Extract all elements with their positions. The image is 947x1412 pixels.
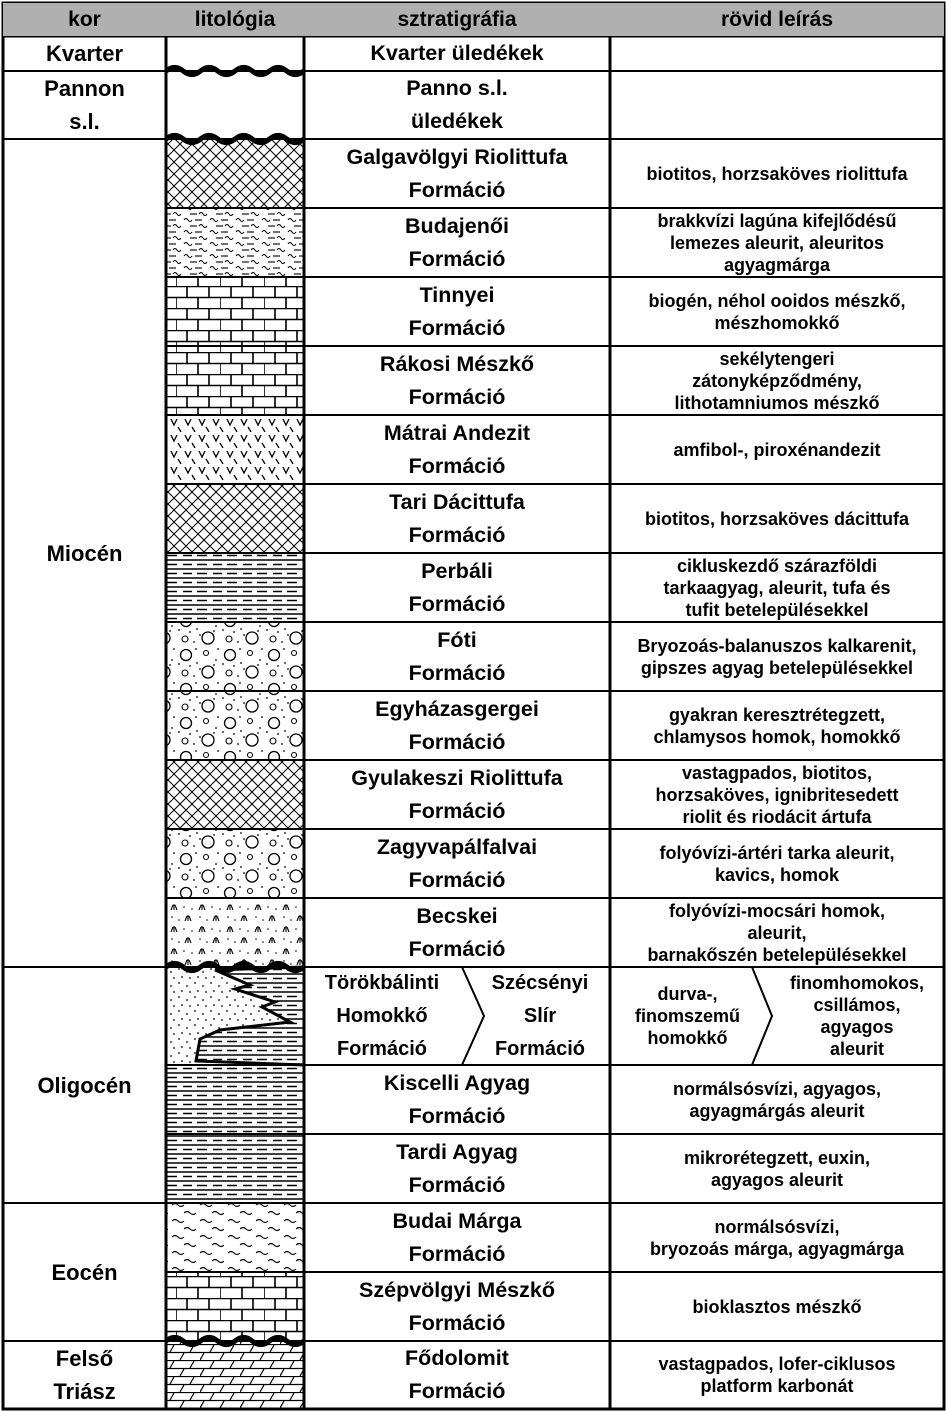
strat-cell-15 [304,1065,610,1134]
age-cell-4 [3,1203,166,1341]
strat-cell-10-text: Egyházasgergei Formáció [375,696,539,754]
strat-szecsenyi [470,967,610,1065]
age-cell-3 [3,967,166,1203]
desc-cell-11-text: vastagpados, biotitos, horzsaköves, ignibritesedett riolit és riodácit ártufa [655,762,899,827]
strat-cell-5-text: Rákosi Mészkő Formáció [379,351,535,409]
strat-cell-9 [304,622,610,691]
strat-torokbalinti-text: Törökbálinti Homokkő Formáció [324,971,440,1060]
header-litologia [166,3,304,36]
desc-cell-3-text: brakkvízi lagúna kifejlődésű lemezes aleurit, aleuritos agyagmárga [657,210,897,275]
strat-cell-18-text: Szépvölgyi Mészkő Formáció [359,1277,555,1335]
lithology-clay-16 [166,1134,304,1203]
lithology-limestone-18 [166,1272,304,1341]
age-cell-0-text: Kvarter [45,41,124,66]
desc-cell-13 [610,898,944,967]
strat-cell-15-text: Kiscelli Agyag Formáció [383,1070,531,1128]
strat-cell-5 [304,346,610,415]
strat-cell-9-text: Fóti Formáció [408,627,506,685]
header-sztratigrafia [304,3,610,36]
lithology-coal-13 [166,898,304,967]
strat-cell-1 [304,71,610,139]
strat-cell-2-text: Galgavölgyi Riolittufa Formáció [346,144,568,202]
lithology-clay-8 [166,553,304,622]
strat-cell-12 [304,829,610,898]
desc-cell-10 [610,691,944,760]
desc-cell-9 [610,622,944,691]
strat-cell-8-text: Perbáli Formáció [408,558,506,616]
desc-cell-9-text: Bryozoás-balanuszos kalkarenit, gipszes agyag betelepülésekkel [637,635,917,678]
strat-torokbalinti [304,967,460,1065]
strat-cell-10 [304,691,610,760]
desc-cell-6-text: amfibol-, piroxénandezit [673,439,881,460]
desc-cell-16-text: mikrorétegzett, euxin, agyagos aleurit [683,1147,871,1190]
strat-szecsenyi-text: Szécsényi Slír Formáció [491,971,589,1060]
desc-cell-12-text: folyóvízi-ártéri tarka aleurit, kavics, homok [659,842,895,885]
strat-cell-17-text: Budai Márga Formáció [392,1208,522,1266]
strat-cell-4-text: Tinnyei Formáció [408,282,506,340]
desc-cell-19-text: vastagpados, lofer-ciklusos platform karbonát [658,1354,896,1396]
strat-cell-16-text: Tardi Agyag Formáció [396,1139,518,1197]
strat-cell-13-text: Becskei Formáció [408,903,506,961]
desc-torokbalinti-text: durva-, finomszemű homokkő [634,984,740,1048]
strat-cell-18 [304,1272,610,1341]
strat-cell-11 [304,760,610,829]
age-cell-3-text: Oligocén [37,1072,132,1098]
age-cell-1 [3,71,166,139]
strat-cell-6-text: Mátrai Andezit Formáció [383,420,531,478]
strat-cell-8 [304,553,610,622]
strat-cell-0-text: Kvarter üledékek [370,41,544,65]
desc-cell-11 [610,760,944,829]
lithology-conglomerate-12 [166,829,304,898]
strat-cell-1-text: Panno s.l. üledékek [406,76,508,133]
desc-cell-10-text: gyakran keresztrétegzett, chlamysos homok, homokkő [653,704,901,747]
age-cell-1-text: Pannon s.l. [44,76,125,134]
lithology-layers [166,139,304,1409]
desc-cell-5 [610,346,944,415]
age-cell-5-text: Felső Triász [53,1346,116,1404]
strat-cell-17 [304,1203,610,1272]
age-cell-4-text: Eocén [51,1259,118,1285]
header-litologia-text: litológia [194,7,276,31]
desc-cell-6 [610,415,944,484]
desc-cell-18-text: bioklasztos mészkő [692,1296,862,1317]
desc-cell-13-text: folyóvízi-mocsári homok, aleurit, barnakőszén betelepülésekkel [647,900,907,965]
lithology-limestone-5 [166,346,304,415]
strat-cell-11-text: Gyulakeszi Riolittufa Formáció [351,765,563,823]
desc-cell-2 [610,139,944,208]
strat-cell-6 [304,415,610,484]
strat-cell-0 [304,36,610,71]
unconformity-line [166,68,304,75]
lithology-conglomerate-9 [166,622,304,691]
age-cell-2 [3,139,166,967]
desc-cell-7-text: biotitos, horzsaköves dácittufa [644,508,910,529]
strat-cell-4 [304,277,610,346]
desc-cell-4 [610,277,944,346]
desc-cell-7 [610,484,944,553]
strat-cell-13 [304,898,610,967]
desc-torokbalinti [610,967,765,1065]
desc-cell-3 [610,208,944,277]
desc-cell-19 [610,1341,944,1409]
header-sztratigrafia-text: sztratigráfia [397,7,517,31]
age-cell-2-text: Miocén [46,540,123,566]
desc-cell-17 [610,1203,944,1272]
desc-cell-18 [610,1272,944,1341]
strat-cell-7 [304,484,610,553]
desc-cell-12 [610,829,944,898]
age-cell-0 [3,36,166,71]
strat-cell-3-text: Budajenői Formáció [405,213,509,271]
desc-cell-17-text: normálsósvízi, bryozoás márga, agyagmárga [649,1216,905,1259]
lithology-conglomerate-10 [166,691,304,760]
lithology-tuff-11 [166,760,304,829]
lithology-limestone-4 [166,277,304,346]
age-cell-5 [3,1341,166,1409]
desc-szecsenyi-text: finomhomokos, csillámos, agyagos aleurit [790,973,924,1059]
strat-cell-7-text: Tari Dácittufa Formáció [389,489,525,547]
lithology-tuff-7 [166,484,304,553]
header-leiras [610,3,944,36]
desc-cell-8 [610,553,944,622]
strat-cell-2 [304,139,610,208]
strat-cell-19-text: Fődolomit Formáció [405,1346,509,1403]
lithology-andesite-6 [166,415,304,484]
lithology-clay-15 [166,1065,304,1134]
desc-cell-15 [610,1065,944,1134]
lithology-marl-17 [166,1203,304,1272]
desc-cell-5-text: sekélytengeri zátonyképződmény, lithotamniumos mészkő [674,348,880,413]
strat-cell-16 [304,1134,610,1203]
strat-cell-19 [304,1341,610,1409]
desc-cell-15-text: normálsósvízi, agyagos, agyagmárgás aleurit [672,1078,882,1121]
strat-cell-12-text: Zagyvapálfalvai Formáció [376,834,538,892]
lithology-marl-tilde-dash-3 [166,208,304,277]
header-kor [3,3,166,36]
lithology-dolomite-19 [166,1341,304,1409]
desc-cell-2-text: biotitos, horzsaköves riolittufa [646,163,908,184]
desc-cell-8-text: cikluskezdő szárazföldi tarkaagyag, aleurit, tufa és tufit betelepülésekkel [663,555,891,620]
header-kor-text: kor [68,7,101,31]
desc-cell-16 [610,1134,944,1203]
lithology-tuff-2 [166,139,304,208]
header-leiras-text: rövid leírás [720,7,834,31]
desc-cell-4-text: biogén, néhol ooidos mészkő, mészhomokkő [648,290,906,333]
desc-szecsenyi [770,967,944,1065]
strat-cell-3 [304,208,610,277]
